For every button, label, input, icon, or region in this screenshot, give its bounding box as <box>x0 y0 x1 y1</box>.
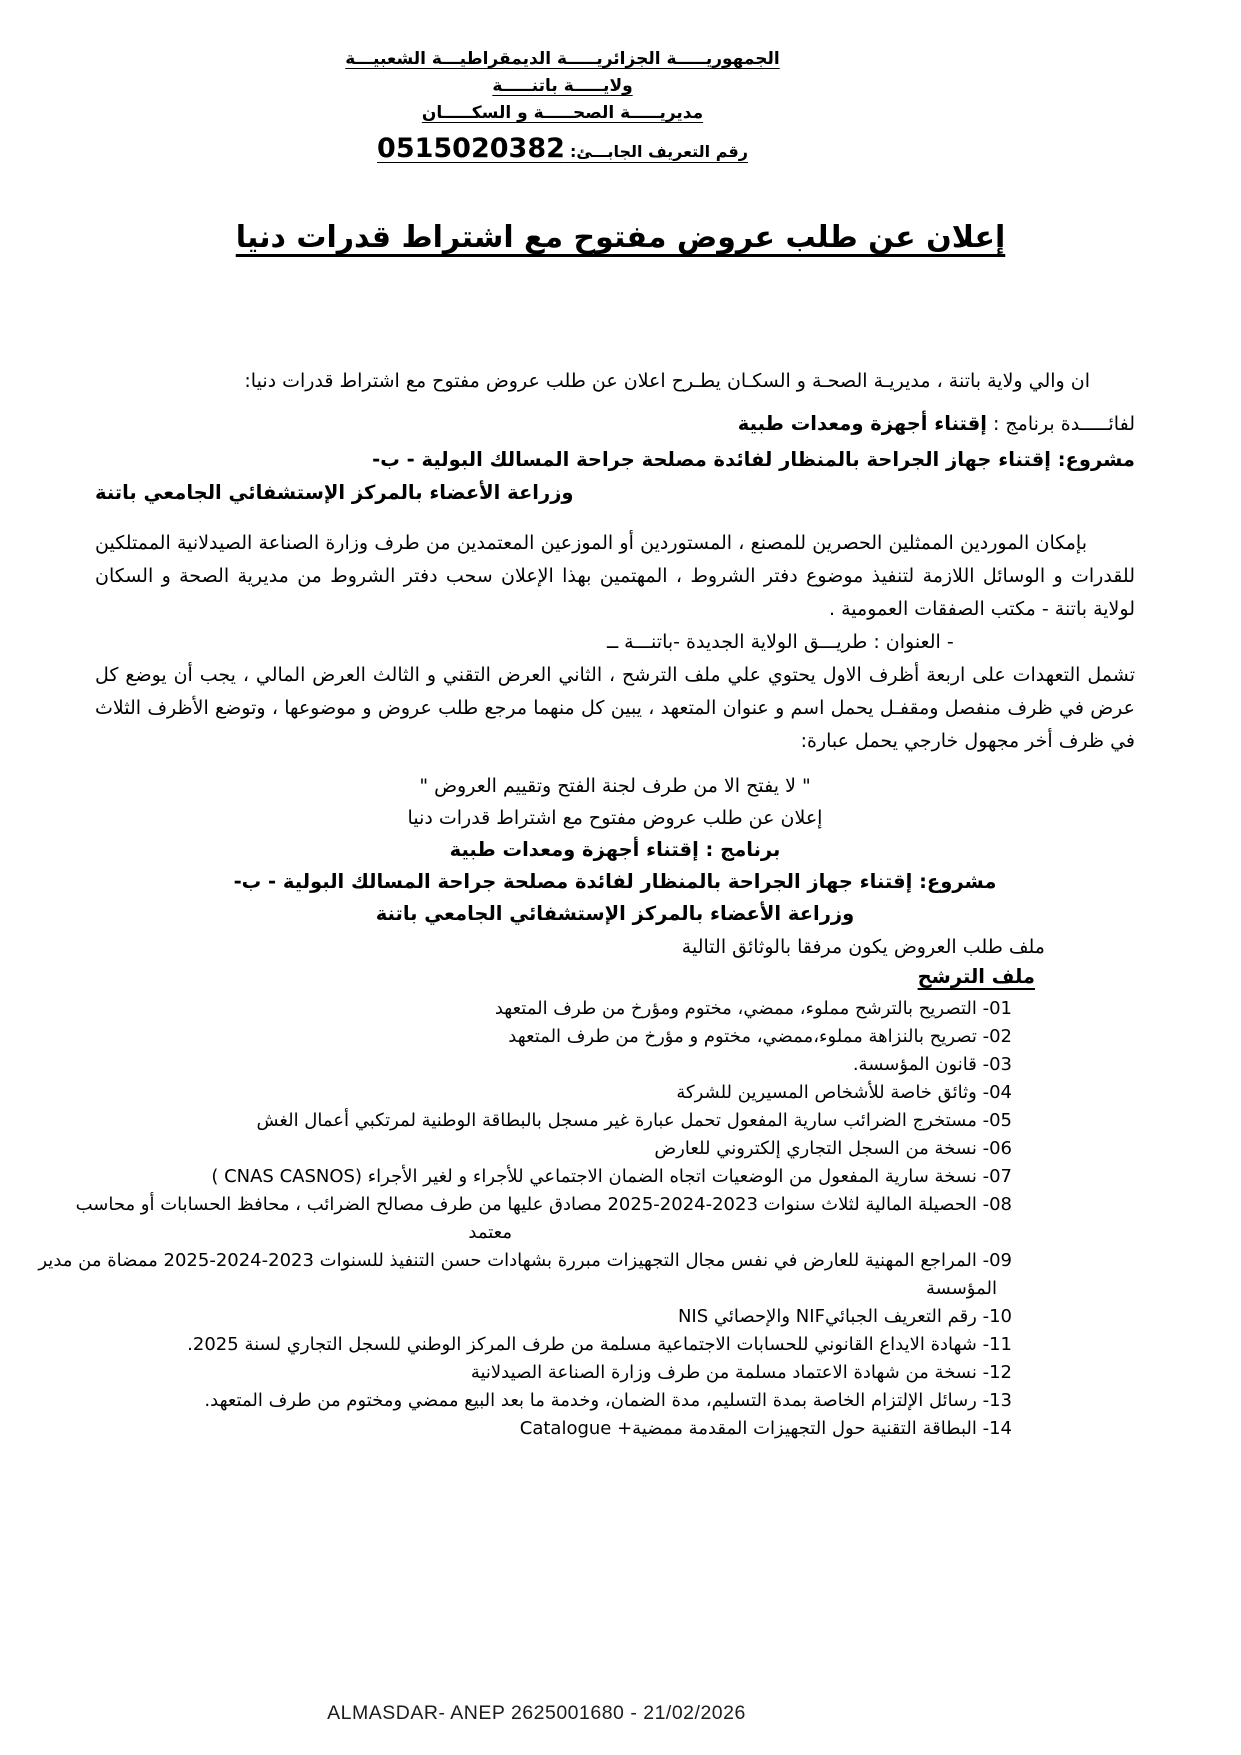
suppliers-paragraph: بإمكان الموردين الممثلين الحصرين للمصنع ، المستوردين أو الموزعين المعتمدين من طرف وزارة الصناعة الصيدلانية الممتلكين للقدرات و الوسائل اللازمة لتنفيذ موضوع دفتر الشروط ، المهتمين بهذا الإعلان سحب دفتر الشروط من مديرية الصحة و السكان لولاية باتنة - مكتب الصفقات العمومية . <box>95 532 1135 620</box>
dossier-item-text: 10- رقم التعريف الجبائيNIF والإحصائي NIS <box>677 1306 1012 1327</box>
dossier-item <box>95 1107 1135 1135</box>
announcement-title: إعلان عن طلب عروض مفتوح مع اشتراط قدرات دنيا <box>235 220 1006 255</box>
tax-id-line <box>0 131 1183 170</box>
dossier-item-text: 07- نسخة سارية المفعول من الوضعيات اتجاه الضمان الاجتماعي للأجراء و لغير الأجراء (CNAS CASNOS ) <box>211 1166 1012 1187</box>
footer-credit: ALMASDAR- ANEP 2625001680 - 21/02/2026 <box>327 1702 746 1724</box>
wilaya-line: ولايـــــة باتنـــــة <box>492 76 633 96</box>
notice-program: برنامج : إقتناء أجهزة ومعدات طبية <box>449 838 781 861</box>
dossier-item <box>95 995 1135 1023</box>
dossier-item-text: 02- تصريح بالنزاهة مملوء،ممضي، مختوم و مؤرخ من طرف المتعهد <box>508 1026 1012 1047</box>
program-label: لفائـــــدة برنامج : <box>986 413 1135 435</box>
dossier-list <box>38 995 1135 1443</box>
dossier-item <box>95 1051 1135 1079</box>
dossier-item <box>38 1247 1135 1303</box>
notice-project-2: وزراعة الأعضاء بالمركز الإستشفائي الجامعي باتنة <box>375 902 855 925</box>
program-value: إقتناء أجهزة ومعدات طبية <box>737 412 987 435</box>
intro-paragraph: ان والي ولاية باتنة ، مديريـة الصحـة و السكـان يطـرح اعلان عن طلب عروض مفتوح مع اشتراط قدرات دنيا: <box>244 370 1090 392</box>
dossier-item-text: 03- قانون المؤسسة. <box>852 1054 1012 1075</box>
dossier-item <box>95 1387 1135 1415</box>
dossier-item <box>95 1135 1135 1163</box>
dossier-item-text: 01- التصريح بالترشح مملوء، ممضي، مختوم ومؤرخ من طرف المتعهد <box>494 998 1012 1019</box>
dossier-item-continuation: معتمد <box>468 1222 512 1243</box>
dossier-item <box>75 1191 1135 1247</box>
candidacy-file-heading: ملف الترشح <box>917 965 1035 988</box>
dossier-item-text: 09- المراجع المهنية للعارض في نفس مجال التجهيزات مبررة بشهادات حسن التنفيذ للسنوات 2023-2024-2025 ممضاة من مدير <box>38 1250 1012 1271</box>
envelopes-paragraph: تشمل التعهدات على اربعة أظرف الاول يحتوي علي ملف الترشح ، الثاني العرض التقني و الثالث العرض المالي ، يجب أن يوضع كل عرض في ظرف منفصل ومقفـل يحمل اسم و عنوان المتعهد ، يبين كل منهما مرجع طلب عروض و موضوعها ، وتوضع الأظرف الثلاث في ظرف أخر مجهول خارجي يحمل عبارة: <box>95 664 1135 752</box>
dossier-item-text: 12- نسخة من شهادة الاعتماد مسلمة من طرف وزارة الصناعة الصيدلانية <box>470 1362 1012 1383</box>
notice-announcement: إعلان عن طلب عروض مفتوح مع اشتراط قدرات دنيا <box>407 807 823 829</box>
dossier-item <box>95 1163 1135 1191</box>
dossier-item <box>95 1023 1135 1051</box>
dossier-item-text: 14- البطاقة التقنية حول التجهيزات المقدمة ممضية+ Catalogue <box>519 1418 1012 1439</box>
dossier-item <box>95 1303 1135 1331</box>
dossier-item <box>95 1415 1135 1443</box>
republic-line: الجمهوريـــــة الجزائريـــــة الديمقراطيـــة الشعبيـــة <box>345 49 780 69</box>
dossier-item <box>95 1359 1135 1387</box>
dossier-item-text: 04- وثائق خاصة للأشخاص المسيرين للشركة <box>676 1082 1012 1103</box>
project-line-2: وزراعة الأعضاء بالمركز الإستشفائي الجامعي باتنة <box>95 481 574 504</box>
dossier-item-text: 13- رسائل الإلتزام الخاصة بمدة التسليم، مدة الضمان، وخدمة ما بعد البيع ممضي ومختوم من طرف المتعهد. <box>204 1390 1012 1411</box>
document-body <box>38 365 1135 1443</box>
notice-project-1: مشروع: إقتناء جهاز الجراحة بالمنظار لفائدة مصلحة جراحة المسالك البولية - ب- <box>233 870 997 893</box>
dossier-item-continuation: المؤسسة <box>926 1278 997 1299</box>
program-line <box>95 407 1135 441</box>
dossier-item-text: 08- الحصيلة المالية لثلاث سنوات 2023-2024-2025 مصادق عليها من طرف مصالح الضرائب ، محافظ الحسابات أو محاسب <box>75 1194 1012 1215</box>
dossier-item <box>95 1331 1135 1359</box>
notice-do-not-open: " لا يفتح الا من طرف لجنة الفتح وتقييم العروض " <box>419 775 811 797</box>
documents-intro: ملف طلب العروض يكون مرفقا بالوثائق التالية <box>681 936 1045 958</box>
directorate-line: مديريـــــة الصحـــــة و السكـــــان <box>421 103 704 123</box>
dossier-item-text: 05- مستخرج الضرائب سارية المفعول تحمل عبارة غير مسجل بالبطاقة الوطنية لمرتكبي أعمال الغش <box>256 1110 1012 1131</box>
outer-envelope-notice <box>95 770 1135 930</box>
tax-id-number: 0515020382 <box>377 133 565 164</box>
project-line-1: مشروع: إقتناء جهاز الجراحة بالمنظار لفائدة مصلحة جراحة المسالك البولية - ب- <box>372 448 1135 471</box>
dossier-item-text: 11- شهادة الايداع القانوني للحسابات الاجتماعية مسلمة من طرف المركز الوطني للسجل التجاري لسنة 2025. <box>187 1334 1012 1355</box>
tax-id-label: رقم التعريف الجابـــئ: <box>570 142 748 161</box>
dossier-item-text: 06- نسخة من السجل التجاري إلكتروني للعارض <box>654 1138 1012 1159</box>
letterhead <box>0 0 1183 170</box>
dossier-item <box>95 1079 1135 1107</box>
address-bullet: - العنوان : طريـــق الولاية الجديدة -باتنـــة ــ <box>607 631 954 653</box>
